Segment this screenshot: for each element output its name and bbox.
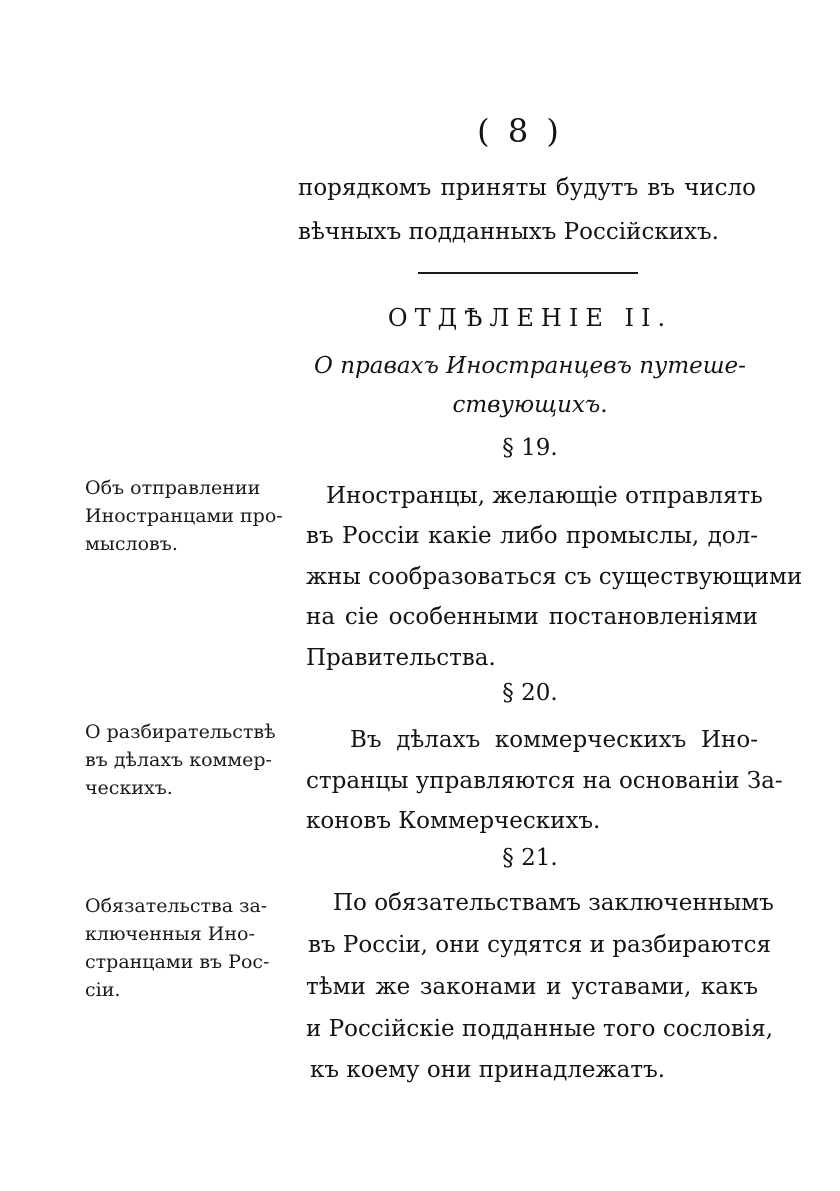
- section-divider: [418, 272, 638, 274]
- paragraph-19-line-5: Правительства.: [306, 645, 496, 671]
- margin-note-line: ческихъ.: [85, 777, 173, 799]
- margin-note-line: сіи.: [85, 979, 121, 1001]
- paragraph-20-line-3: коновъ Коммерческихъ.: [306, 808, 601, 834]
- margin-note-21: [85, 892, 269, 1004]
- margin-note-line: Обязательства за-: [85, 895, 268, 917]
- intro-line-2: вѣчныхъ подданныхъ Россійскихъ.: [298, 219, 719, 245]
- paragraph-sign-21: § 21.: [502, 845, 558, 871]
- paragraph-21-line-4: и Россійскіе подданные того сословія,: [306, 1016, 774, 1042]
- paragraph-19-line-4: на сіе особенными постановленіями: [306, 604, 758, 630]
- paragraph-21-line-5: къ коему они принадлежатъ.: [310, 1057, 666, 1083]
- paragraph-21-line-2: въ Россіи, они судятся и разбираются: [308, 932, 771, 958]
- intro-line-1: порядкомъ приняты будутъ въ число: [298, 175, 756, 201]
- margin-note-line: въ дѣлахъ коммер-: [85, 749, 272, 771]
- paragraph-21-line-3: тѣми же законами и уставами, какъ: [306, 974, 758, 1000]
- paragraph-19-line-1: Иностранцы, желающіе отправлять: [326, 483, 763, 509]
- margin-note-line: О разбирательствѣ: [85, 721, 276, 743]
- page-number: ( 8 ): [477, 112, 563, 150]
- margin-note-line: Объ отправлении: [85, 477, 261, 499]
- margin-note-20: [85, 718, 276, 802]
- margin-note-line: странцами въ Рос-: [85, 951, 270, 973]
- margin-note-line: ключенныя Ино-: [85, 923, 255, 945]
- paragraph-sign-20: § 20.: [502, 680, 558, 706]
- paragraph-20-line-2: странцы управляются на основаніи За-: [306, 768, 783, 794]
- paragraph-19-line-3: жны сообразоваться съ существующими: [306, 564, 803, 590]
- section-subtitle-line-1: О правахъ Иностранцевъ путеше-: [314, 353, 746, 379]
- margin-note-line: Иностранцами про-: [85, 505, 283, 527]
- paragraph-sign-19: § 19.: [502, 435, 558, 461]
- margin-note-19: [85, 474, 283, 558]
- margin-note-line: мысловъ.: [85, 533, 178, 555]
- section-title: ОТДѢЛЕНIЕ II.: [387, 304, 673, 332]
- paragraph-20-line-1: Въ дѣлахъ коммерческихъ Ино-: [350, 727, 758, 753]
- paragraph-21-line-1: По обязательствамъ заключеннымъ: [333, 890, 774, 916]
- section-subtitle-line-2: ствующихъ.: [452, 392, 608, 418]
- paragraph-19-line-2: въ Россіи какіе либо промыслы, дол-: [306, 523, 758, 549]
